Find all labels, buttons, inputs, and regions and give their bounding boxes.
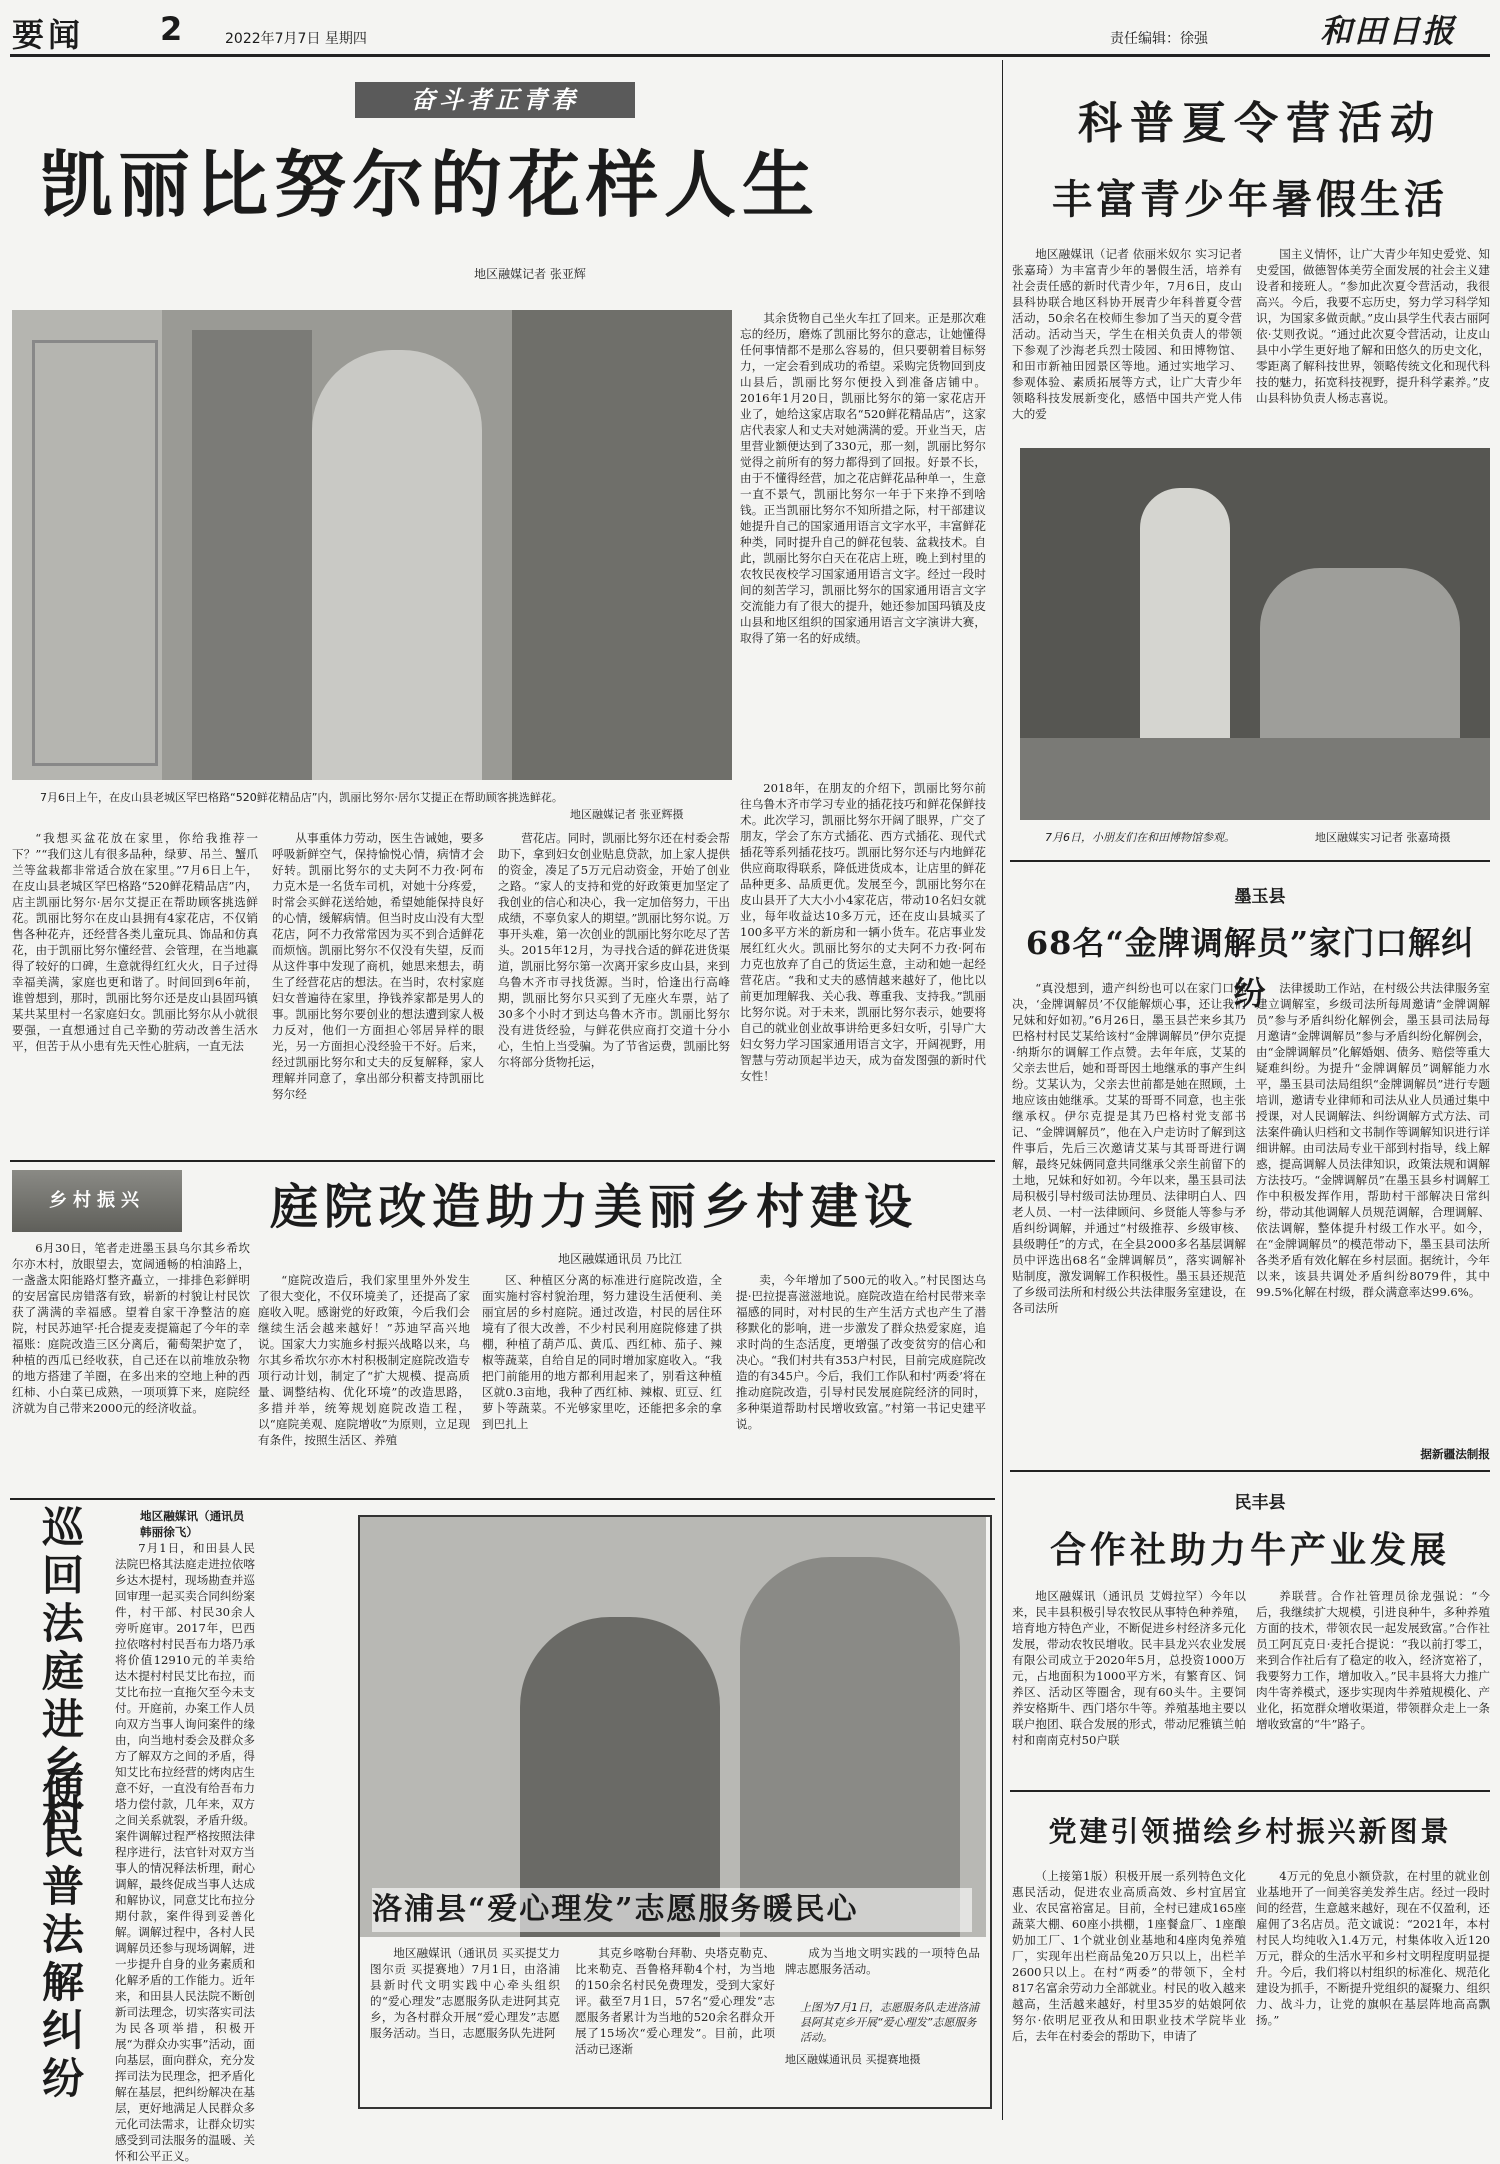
masthead-rule: [10, 54, 1490, 57]
headline-mediators: 68名“金牌调解员”家门口解纠纷: [1025, 924, 1475, 1012]
article-column: 其余货物自己坐火车扛了回来。正是那次难忘的经历，磨炼了凯丽比努尔的意志，让她懂得任何事情都不是那么容易的，但只要朝着目标努力，一定会看到成功的希望。采购完货物回到皮山县后，凯丽比努尔便投入到准备店铺中。2016年1月20日，凯丽比努尔的第一家花店开业了，她给这家店取名“520鲜花精品店”，这家店代表家人和丈夫对她满满的爱。开业当天，店里营业额便达到了330元，那一刻，凯丽比努尔觉得之前所有的努力都得到了回报。好景不长，由于不懂得经营，加之花店鲜花品种单一，生意一直不景气，凯丽比努尔一年于下来挣不到啥钱。正当凯丽比努尔不知所措之际，村干部建议她提升自己的国家通用语言文字水平，丰富鲜花种类，同时提升自己的鲜花包装、盆栽技术。自此，凯丽比努尔白天在花店上班，晚上到村里的农牧民夜校学习国家通用语言文字。经过一段时间的刻苦学习，凯丽比努尔的国家通用语言文字交流能力有了很大的提升，她还参加国玛镇及皮山县和地区组织的国家通用语言文字演讲大赛，取得了第一名的好成绩。: [740, 311, 986, 645]
headline-circuit-court-line2: 便民普法解纠纷: [36, 1768, 85, 2104]
headline-science-camp-line1: 科普夏令营活动: [1078, 98, 1442, 149]
article-column: 地区融媒讯（记者 依丽米奴尔 实习记者 张嘉琦）为丰富青少年的暑假生活，培养有社会责任感的新时代青少年，7月6日，皮山县科协联合地区科协开展青少年科普夏令营活动，50余名在校师生参加了当天的夏令营活动。活动当天，学生在相关负责人的带领下参观了沙海老兵烈士陵园、和田博物馆、和田市新袖田园景区等地。通过实地学习、参观体验、素质拓展等方式，让广大青少年领略科技发展新变化，感悟中国共产党人伟大的爱: [1012, 247, 1242, 421]
article-column: 地区融媒讯（通讯员 买买提艾力 图尔贡 买提赛地）7月1日，由洛浦县新时代文明实践中心牵头组织的“爱心理发”志愿服务队走进阿其克乡，为各村群众开展“爱心理发”志愿服务活动。当日，志愿服务队先进阿: [370, 1946, 560, 2040]
photo-caption: 7月6日上午，在皮山县老城区罕巴格路“520鲜花精品店”内，凯丽比努尔·居尔艾提正在帮助顾客挑选鲜花。: [40, 791, 563, 804]
photo-credit: 地区融媒记者 张亚辉摄: [570, 808, 684, 821]
article-column: “我想买盆花放在家里，你给我推荐一下？”“我们这儿有很多品种，绿萝、吊兰、蟹爪兰等盆栽都非常适合放在家里。”7月6日上午，在皮山县老城区罕巴格路“520鲜花精品店”内，店主凯丽比努尔·居尔艾提正在帮助顾客挑选鲜花。凯丽比努尔在皮山县拥有4家花店，不仅销售各种花卉，还经营各类儿童玩具、饰品和仿真花，由于凯丽比努尔懂经营、会管理，在当地赢得了较好的口碑，生意就得红红火火，日子过得幸福美满，家庭也更和谐了。时间回到6年前，谁曾想到，那时，凯丽比努尔还是皮山县固玛镇某共某里村一名家庭妇女。凯丽比努尔从小就很要强，一直想通过自己辛勤的劳动改善生活水平，但苦于从小患有先天性心脏病，一直无法: [12, 831, 258, 1053]
byline: 地区融媒通讯员 乃比江: [558, 1252, 682, 1266]
issue-date: 2022年7月7日 星期四: [225, 31, 367, 47]
museum-photo: [1020, 448, 1490, 820]
section-title: 要闻: [12, 16, 85, 54]
article-column: 成为当地文明实践的一项特色品牌志愿服务活动。: [785, 1946, 980, 1976]
article-column: 卖，今年增加了500元的收入。”村民图达乌提·巴拉提喜滋滋地说。庭院改造在给村民带来幸福感的同时，对村民的生产生活方式也产生了潜移默化的影响，进一步激发了群众热爱家庭，追求时尚的生态活度，更增强了改变贫穷的信心和决心。“我们村共有353户村民，目前完成庭院改造的有345户。今后，我们工作队和村‘两委’将在推动庭院改造，引导村民发展庭院经济的同时，多种渠道帮助村民增收致富。”村第一书记史建平说。: [736, 1273, 986, 1431]
county-label: 民丰县: [1234, 1493, 1286, 1513]
haircut-photo: [360, 1517, 986, 1937]
column-tag-banner: 奋斗者正青春: [355, 82, 635, 118]
article-column: 4万元的免息小额贷款，在村里的就业创业基地开了一间美容美发养生店。经过一段时间的经营，生意越来越好，现在不仅盈利，还雇佣了3名店员。范文诚说：“2021年，本村村民人均纯收入1.4万元，村集体收入近120万元，群众的生活水平和乡村文明程度明显提升。今后，我们将以村组织的标准化、规范化建设为抓手，不断提升党组织的凝聚力、组织力、战斗力，让党的旗帜在基层阵地高高飘扬。”: [1256, 1869, 1490, 2027]
article-column: “真没想到，遗产纠纷也可以在家门口解决，‘金牌调解员’不仅能解烦心事，还让我们兄妹和好如初。”6月26日，墨玉县芒来乡其乃巴格村村民艾某给该村“金牌调解员”伊尔克提·纳斯尔的调解工作点赞。去年年底，艾某的父亲去世后，她和哥哥因土地继承的事产生纠纷。艾某认为，父亲去世前都是她在照顾，土地应该由她继承。艾某的哥哥不同意，也主张继承权。伊尔克提是其乃巴格村党支部书记、“金牌调解员”，他在入户走访时了解到这件事后，先后三次邀请艾某与其哥哥进行调解，最终兄妹俩同意共同继承父亲生前留下的土地，兄妹和好如初。今年以来，墨玉县司法局积极引导村级司法协理员、法律明白人、四老人员、一村一法律顾问、乡贤能人等参与矛盾纠纷调解，并通过“村级推荐、乡级审核、县级聘任”的方式，在全县2000多名基层调解员中评选出68名“金牌调解员”，落实调解补贴制度，激发调解工作积极性。墨玉县还规范了乡级司法所和村级公共法律服务室建设，在各司法所: [1012, 981, 1246, 1315]
headline-party-building: 党建引领描绘乡村振兴新图景: [1048, 1815, 1452, 1848]
article-column: 营花店。同时，凯丽比努尔还在村委会帮助下，拿到妇女创业贴息贷款，加上家人提供的资金，凑足了5万元启动资金，开始了创业之路。“家人的支持和党的好政策更加坚定了我创业的信心和决心，我一定加倍努力，干出成绩，不辜负家人的期望。”凯丽比努尔说。万事开头难，第一次创业的凯丽比努尔吃尽了苦头。2015年12月，为寻找合适的鲜花进货渠道，凯丽比努尔第一次离开家乡皮山县，来到乌鲁木齐市寻找货源。当时，恰逢出行高峰期，凯丽比努尔只买到了无座火车票，站了30多个小时才到达乌鲁木齐市。凯丽比努尔没有进货经验，与鲜花供应商打交道十分小心，生怕上当受骗。为了节省运费，凯丽比努尔将部分货物托运，: [498, 831, 731, 1069]
editor-credit: 责任编辑：徐强: [1110, 31, 1208, 47]
flower-shop-photo: [12, 310, 732, 780]
photo-caption: 7月6日，小朋友们在和田博物馆参观。: [1045, 831, 1235, 844]
article-lead: 地区融媒讯（通讯员 韩丽徐飞）: [140, 1509, 245, 1539]
article-column: 7月1日，和田县人民法院巴格其法庭走进拉依喀乡达木提村，现场勘查并巡回审理一起买卖合同纠纷案件，村干部、村民30余人旁听庭审。2017年，巴西拉依喀村村民吾布力塔乃承将价值12910元的羊卖给达木提村村民艾比布拉，而艾比布拉一直拖欠至今未支付。开庭前，办案工作人员向双方当事人询问案件的缘由，向当地村委会及群众多方了解双方之间的矛盾，得知艾比布拉经营的烤肉店生意不好，一直没有给吾布力塔力偿付款，几年来，双方之间关系就裂，矛盾升级。案件调解过程严格按照法律程序进行，法官针对双方当事人的情况释法析理，耐心调解，最终促成当事人达成和解协议，同意艾比布拉分期付款，案件得到妥善化解。调解过程中，各村人民调解员还参与现场调解，进一步提升自身的业务素质和化解矛盾的工作能力。近年来，和田县人民法院不断创新司法理念，切实落实司法为民各项举措，积极开展“为群众办实事”活动，面向基层，面向群众，充分发挥司法为民理念，把矛盾化解在基层，把纠纷解决在基层，更好地满足人民群众多元化司法需求，让群众切实感受到司法服务的温暖、关怀和公平正义。: [115, 1541, 255, 2163]
article-column: 养联营。合作社管理员徐龙强说：“今后，我继续扩大规模，引进良种牛，多种养殖方面的技术，带领农民一起发展致富。”合作社员工阿瓦克日·麦托合提说：“我以前打零工，来到合作社后有了稳定的收入，经济宽裕了，我要努力工作，增加收入。”民丰县将大力推广肉牛寄养模式，逐步实现肉牛养殖规模化、产业化，拓宽群众增收渠道，带领群众走上一条增收致富的“牛”路子。: [1256, 1589, 1490, 1731]
headline-courtyard: 庭院改造助力美丽乡村建设: [270, 1179, 919, 1235]
county-label: 墨玉县: [1234, 887, 1286, 907]
photo-credit: 地区融媒实习记者 张嘉琦摄: [1315, 831, 1451, 844]
photo-credit: 地区融媒通讯员 买提赛地摄: [785, 2053, 921, 2066]
page-number: 2: [160, 10, 183, 48]
photo-caption: 上图为7月1日，志愿服务队走进洛浦县阿其克乡开展“爱心理发”志愿服务活动。: [800, 2001, 979, 2044]
article-column: “庭院改造后，我们家里里外外发生了很大变化，不仅环境美了，还提高了家庭收入呢。感谢党的好政策，今后我们会继续生活会越来越好！”苏迪罕高兴地说。国家大力实施乡村振兴战略以来，乌尔其乡希坎尔亦木村积极制定庭院改造专项行动计划，制定了“扩大规模、提高质量、调整结构、优化环境”的改造思路，多措并举，统筹规划庭院改造工程，以“庭院美观、庭院增收”为原则，立足现有条件，按照生活区、养殖: [258, 1273, 470, 1447]
headline-cooperative: 合作社助力牛产业发展: [1049, 1529, 1450, 1571]
article-column: 区、种植区分离的标准进行庭院改造，全面实施村容村貌治理，努力建设生活便利、美丽宜居的乡村庭院。通过改造，村民的居住环境有了很大改善，不少村民利用庭院修建了拱棚，种植了葫芦瓜、黄瓜、西红柿、茄子、辣椒等蔬菜，自给自足的同时增加家庭收入。“我把门前能用的地方都利用起来了，别看这种植区就0.3亩地，我种了西红柿、辣椒、豇豆、红萝卜等蔬菜。不光够家里吃，还能把多余的拿到巴扎上: [482, 1273, 722, 1431]
article-column: 2018年，在朋友的介绍下，凯丽比努尔前往乌鲁木齐市学习专业的插花技巧和鲜花保鲜技术。此次学习，凯丽比努尔开阔了眼界，广交了朋友，学会了东方式插花、西方式插花、现代式插花等系列插花技巧。凯丽比努尔还与内地鲜花供应商取得联系，降低进货成本，让店里的鲜花品种更多、品质更优。发展至今，凯丽比努尔在皮山县开了大大小小4家花店，带动10名妇女就业，每年收益达10多万元，还在皮山县城买了100多平方米的新房和一辆小货车。花店事业发展红红火火。凯丽比努尔的丈夫阿不力孜·阿布力克也放弃了自己的货运生意，主动和她一起经营花店。“我和丈夫的感情越来越好了，他比以前更加理解我、关心我、尊重我、支持我。”凯丽比努尔说。对于未来，凯丽比努尔表示，她要将自己的就业创业故事讲给更多妇女听，引导广大妇女努力学习国家通用语言文字，开阔视野，用智慧与劳动顶起半边天，成为奋发图强的新时代女性！: [740, 781, 986, 1083]
headline-kailibinuer: 凯丽比努尔的花样人生: [40, 142, 821, 227]
source-credit: 据新疆法制报: [1420, 1447, 1490, 1461]
byline: 地区融媒记者 张亚辉: [474, 267, 586, 281]
newspaper-logo: 和田日报: [1320, 12, 1457, 50]
headline-science-camp-line2: 丰富青少年暑假生活: [1052, 176, 1448, 223]
headline-haircut: 洛浦县“爱心理发”志愿服务暖民心: [372, 1888, 972, 1932]
rural-revival-badge: 乡村振兴: [12, 1170, 182, 1232]
headline-circuit-court-line1: 巡回法庭进乡村: [36, 1505, 85, 1841]
article-column: 国主义情怀，让广大青少年知史爱党、知史爱国，做德智体美劳全面发展的社会主义建设者和接班人。“参加此次夏令营活动，我很高兴。今后，我要不忘历史，努力学习科学知识，为国家多做贡献。”皮山县学生代表古丽阿依·艾则孜说。“通过此次夏令营活动，让皮山县中小学生更好地了解和田悠久的历史文化，零距离了解科技世界，领略传统文化和现代科技的魅力，拓宽科技视野，提升科学素养。”皮山县科协负责人杨志喜说。: [1256, 247, 1490, 405]
section-divider: [10, 1160, 995, 1162]
section-divider: [1010, 1470, 1490, 1472]
column-divider: [1002, 60, 1003, 2120]
article-column: 6月30日，笔者走进墨玉县乌尔其乡希坎尔亦木村，放眼望去，宽阔通畅的柏油路上，一盏盏太阳能路灯整齐矗立，一排排色彩鲜明的安居富民房错落有致，崭新的村貌让村民饮获了满满的幸福感。望着自家干净整洁的庭院，村民苏迪罕·托合提麦麦提篇起了今年的幸福账：庭院改造三区分离后，葡萄架护宽了，种植的西瓜已经收获，自己还在以前堆放杂物的地方搭建了羊圈，在多出来的空地上种的西红柿、小白菜已成熟，一项项算下来，庭院经济就为自己带来2000元的经济收益。: [12, 1241, 250, 1415]
article-column: 从事重体力劳动，医生告诫她，要多呼吸新鲜空气，保持愉悦心情，病情才会好转。凯丽比努尔的丈夫阿不力孜·阿布力克木是一名货车司机，对她十分疼爱，时常会买鲜花送给她，希望她能保持良好的心情，缓解病情。但当时皮山没有大型花店，阿不力孜常常因为买不到合适鲜花而烦恼。凯丽比努尔不仅没有失望，反而从这件事中发现了商机，她思来想去，萌生了经营花店的想法。在当时，农村家庭妇女普遍待在家里，挣钱养家都是男人的事。凯丽比努尔要创业的想法遭到家人极力反对，他们一方面担心邻居异样的眼光，另一方面担心没经验干不好。后来，经过凯丽比努尔和丈夫的反复解释，家人理解并同意了，拿出部分积蓄支持凯丽比努尔经: [272, 831, 484, 1101]
article-column: 法律援助工作站，在村级公共法律服务室建立调解室，乡级司法所每周邀请“金牌调解员”参与矛盾纠纷化解例会，墨玉县司法局每月邀请“金牌调解员”参与矛盾纠纷化解例会，由“金牌调解员”化解婚姻、债务、赔偿等重大疑难纠纷。为提升“金牌调解员”调解能力水平，墨玉县司法局组织“金牌调解员”进行专题培训，邀请专业律师和司法从业人员通过集中授课，对人民调解法、纠纷调解方式方法、司法案件确认归档和文书制作等调解知识进行详细讲解。由司法局专业干部到村指导，线上解惑，提高调解人员法律知识，政策法规和调解方法技巧。“金牌调解员”在墨玉县乡村调解工作中积极发挥作用，帮助村干部解决日常纠纷，带动其他调解人员规范调解，合理调解、依法调解，整体提升村级工作水平。如今，在“金牌调解员”的模范带动下，墨玉县司法所各类矛盾有效化解在乡村层面。据统计，今年以来，该县共调处矛盾纠纷8079件，其中99.5%化解在村级，群众满意率达99.6%。: [1256, 981, 1490, 1299]
article-column: （上接第1版）积极开展一系列特色文化惠民活动，促进农业高质高效、乡村宜居宜业、农民富裕富足。目前，全村已建成165座蔬菜大棚、60座小拱棚，1座餐盒厂、1座酿奶加工厂、1个就业创业基地和4座肉兔养殖厂，实现年出栏商品兔20万只以上，出栏羊2600只以上。在村“两委”的带领下，全村817名富余劳动力全部就业。村民的收入越来越高，生活越来越好，村里35岁的姑娘阿依努尔·依明尼亚孜从和田职业技术学院毕业后，去年在村委会的帮助下，申请了: [1012, 1869, 1246, 2043]
section-divider: [1010, 860, 1490, 862]
section-divider: [1010, 1790, 1490, 1792]
section-divider: [10, 1498, 995, 1500]
article-column: 其克乡喀勒台拜勒、央塔克勒克、比来勒克、吾鲁格拜勒4个村，为当地的150余名村民免费理发，受到大家好评。截至7月1日，57名“爱心理发”志愿服务者累计为当地的520余名群众开展了15场次“爱心理发”。目前，此项活动已逐渐: [575, 1946, 775, 2056]
article-column: 地区融媒讯（通讯员 艾姆拉罕）今年以来，民丰县积极引导农牧民从事特色种养殖，培育地方特色产业，不断促进乡村经济多元化发展，带动农牧民增收。民丰县龙兴农业发展有限公司成立于2020年5月，总投资1000万元，占地面积为1000平方米，有繁育区、饲养区、活动区等圈舍，现有60头牛。主要饲养安格斯牛、西门塔尔牛等。养殖基地主要以联户抱团、联合发展的形式，带动尼雅镇兰帕村和南南克村50户联: [1012, 1589, 1246, 1747]
